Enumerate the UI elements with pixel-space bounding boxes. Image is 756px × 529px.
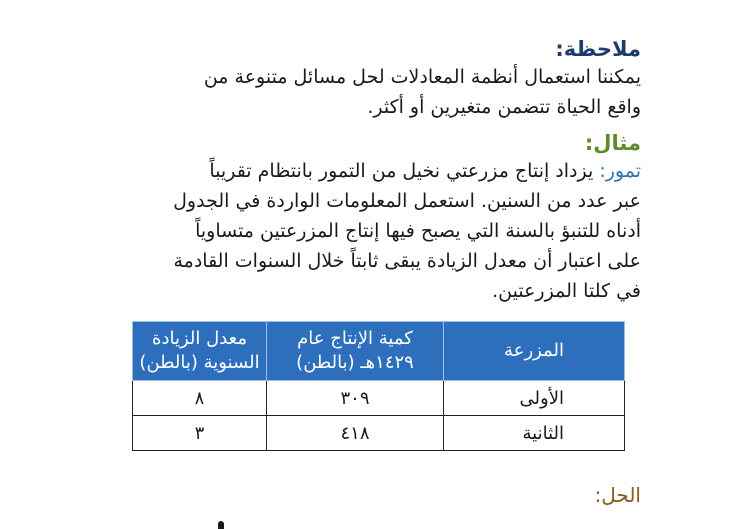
farm-data-table xyxy=(132,321,625,451)
note-line-2: واقع الحياة تتضمن متغيرين أو أكثر. xyxy=(367,96,641,118)
cell-production: ٣٠٩ xyxy=(267,381,444,416)
cell-farm: الثانية xyxy=(444,416,625,451)
cell-rate: ٣ xyxy=(133,416,267,451)
example-title: مثال: xyxy=(584,131,641,155)
header-production: كمية الإنتاج عام ١٤٢٩هـ (بالطن) xyxy=(267,322,444,381)
cell-rate: ٨ xyxy=(133,381,267,416)
example-line-1-text: يزداد إنتاج مزرعتي نخيل من التمور بانتظام تقريباً xyxy=(209,160,600,182)
example-line-2: عبر عدد من السنين. استعمل المعلومات الواردة في الجدول xyxy=(173,190,641,212)
example-line-1 xyxy=(101,156,641,186)
cell-farm: الأولى xyxy=(444,381,625,416)
table-header-row xyxy=(133,322,625,381)
table-row xyxy=(133,416,625,451)
farm-data-table-wrapper xyxy=(132,321,625,451)
example-section xyxy=(101,130,641,306)
example-line-5: في كلتا المزرعتين. xyxy=(492,280,641,302)
note-section xyxy=(101,36,641,122)
table-row xyxy=(133,381,625,416)
cell-production: ٤١٨ xyxy=(267,416,444,451)
header-rate: معدل الزيادة السنوية (بالطن) xyxy=(133,322,267,381)
header-farm: المزرعة xyxy=(444,322,625,381)
cut-off-glyph-icon xyxy=(218,521,224,529)
solution-label: الحل: xyxy=(594,483,641,507)
example-line-3: أدناه للتنبؤ بالسنة التي يصبح فيها إنتاج المزرعتين متساوياً xyxy=(195,220,641,242)
note-title: ملاحظة: xyxy=(555,37,641,61)
example-line-4: على اعتبار أن معدل الزيادة يبقى ثابتاً خلال السنوات القادمة xyxy=(173,250,641,272)
note-line-1: يمكننا استعمال أنظمة المعادلات لحل مسائل متنوعة من xyxy=(203,66,641,88)
example-term: تمور: xyxy=(599,160,641,182)
